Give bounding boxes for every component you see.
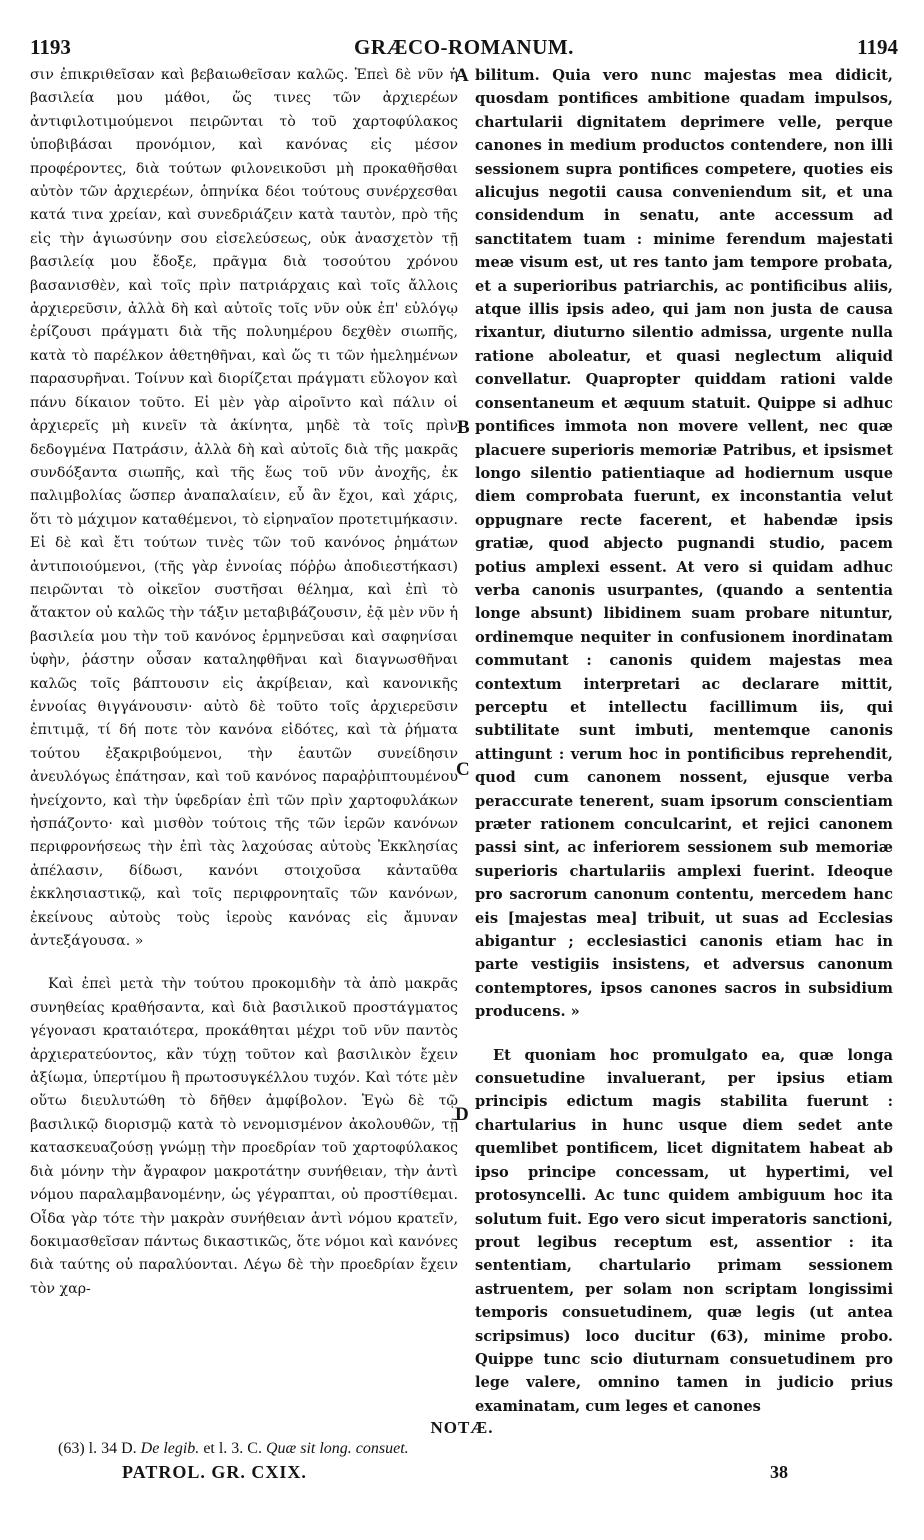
section-marker-d: D: [455, 1104, 469, 1125]
latin-column: [475, 64, 893, 1418]
footnote-63-title-b: Quæ sit long. consuet.: [265, 1440, 409, 1457]
paragraph-gap: [475, 1024, 893, 1044]
section-marker-a: A: [455, 65, 469, 86]
running-title: GRÆCO-ROMANUM.: [354, 35, 574, 59]
page-footer: [122, 1462, 788, 1488]
page-header: [30, 34, 898, 64]
notes-heading: NOTÆ.: [430, 1418, 494, 1437]
greek-paragraph-2: Καὶ ἐπεὶ μετὰ τὴν τούτου προκομιδὴν τὰ ἀπὸ μακρᾶς συνηθείας κραθήσαντα, καὶ διὰ βασιλικοῦ προστάγματος γέγονασι κραταιότερα, προκάθηται μέχρι τοῦ νῦν παντὸς ἀρχιερατεύοντος, κἂν τύχῃ τοῦτον καὶ βασιλικὸν ἔχειν ἀξίωμα, ὑπερτίμου ἢ πρωτοσυγκέλλου τυχόν. Καὶ τότε μὲν οὕτω διευλυτώθη τὸ δῆθεν ἀμφίβολον. Ἐγὼ δὲ τῷ βασιλικῷ διορισμῷ κατὰ τὸ νενομισμένον ἀκολουθῶν, τῇ κατασκευαζούσῃ γνώμῃ τὴν προεδρίαν τοῦ χαρτοφύλακος διὰ μόνην τὴν ἄγραφον μακροτάτην συνήθειαν, τὴν ἀντὶ νόμου παραλαμβανομένην, ὡς γέγραπται, οὐ προστίθεμαι. Οἶδα γὰρ τότε τὴν μακρὰν συνήθειαν ἀντὶ νόμου κρατεῖν, δοκιμασθεῖσαν πάντως δικαστικῶς, ὅτε νόμοι καὶ κανόνες διὰ ταύτης οὐ παραλύονται. Λέγω δὲ τὴν προεδρίαν ἔχειν τὸν χαρ-: [30, 976, 458, 1297]
gathering-number: 38: [770, 1462, 788, 1482]
footnote-63: [58, 1440, 409, 1458]
greek-paragraph-1: σιν ἐπικριθεῖσαν καὶ βεβαιωθεῖσαν καλῶς. Ἐπεὶ δὲ νῦν ἡ βασιλεία μου μάθοι, ὥς τινες τῶν ἀρχιερέων ἀντιφιλοτιμούμενοι πειρῶνται τὸ τοῦ χαρτοφύλακος ὑποβιβάσαι προνόμιον, καὶ κανόνας εἰς μέσον προφέροντες, διὰ τούτων φιλονεικοῦσι μὴ προκαθῆσθαι αὐτὸν τῶν ἀρχιερέων, ὁπηνίκα δέοι τούτους συνέρχεσθαι κατά τινα χρείαν, καὶ συνεδριάζειν κατὰ ταυτὸν, πρὸ τῆς εἰς τὴν ἁγιωσύνην σου εἰσελεύσεως, οὐκ ἀνασχετὸν τῇ βασιλείᾳ μου ἔδοξε, πρᾶγμα διὰ τοσούτου χρόνου βασανισθὲν, καὶ τοῖς πρὶν πατριάρχαις καὶ τοῖς ἄλλοις ἀρχιερεῦσιν, ἀλλὰ δὴ καὶ αὐτοῖς τοῖς νῦν οὐκ ἐπ' εὐλόγῳ ἐρίζουσι πράγματι διὰ τῆς πολυημέρου δεχθὲν σιωπῆς, κατὰ τὸ παρέλκον ἀθετηθῆναι, καὶ ὥς τι τῶν ἠμελημένων παρασυρῆναι. Τοίνυν καὶ διορίζεται πράγματι εὔλογον καὶ πάνυ δίκαιον τοῦτο. Εἰ μὲν γὰρ αἱροῖντο καὶ πάλιν οἱ ἀρχιερεῖς μὴ κινεῖν τὰ ἀκίνητα, μηδὲ τὰ τοῖς πρὶν δεδογμένα Πατράσιν, ἀλλὰ δὴ καὶ αὐτοῖς διὰ τῆς μακρᾶς συνδόξαντα σιωπῆς, καὶ τῆς ἕως τοῦ νῦν ἀνοχῆς, ἐκ παλιμβολίας ὥσπερ ἀναπαλαίειν, εὖ ἂν ἔχοι, καὶ χάρις, ὅτι τὸ μάχιμον καταθέμενοι, τὸ εἰρηναῖον προτετιμήκασιν. Εἰ δὲ καὶ ἔτι τούτων τινὲς τῶν τοῦ κανόνος ῥημάτων ἀντιποιούμενοι, (τῆς γὰρ ἐννοίας πόῤῥω ἀποδιεστήκασι) πειρῶνται τὸ οἰκεῖον συστῆσαι θέλημα, καὶ ἐπὶ τὸ ἄτακτον οὐ καλῶς τὴν τάξιν μεταβιβάζουσιν, ἐᾷ μὲν νῦν ἡ βασιλεία μου τὴν τοῦ κανόνος ἑρμηνεῦσαι καὶ σαφηνίσαι ὑφὴν, ῥάστην οὖσαν καταληφθῆναι καὶ διαγνωσθῆναι καλῶς τοῖς βάπτουσιν εἰς ἀκρίβειαν, καὶ κανονικῆς ἐννοίας θιγγάνουσιν· αὐτὸ δὲ τοῦτο τοῖς ἀρχιερεῦσιν ἐπιτιμᾷ, τί δή ποτε τὸν κανόνα εἰδότες, καὶ τὰ ῥήματα τούτου ἐξακριβούμενοι, τὴν ἑαυτῶν συνείδησιν ἀνευλόγως ἐπάτησαν, καὶ τοῦ κανόνος παραῤῥιπτουμένου ἠνείχοντο, καὶ τὴν ὑφεδρίαν ἐπὶ τῶν πρὶν χαρτοφυλάκων ἠσπάζοντο· καὶ μισθὸν τούτοις τῆς τῶν ἱερῶν κανόνων περιφρονήσεως τὴν ἐπὶ τὰς λαχούσας αὐτοὺς Ἐκκλησίας ἀπέλασιν, δίδωσι, κανόνι στοιχοῦσα κἀνταῦθα ἐκκλησιαστικῷ, καὶ τοῖς περιφρονηταῖς τῶν κανόνων, ἐκείνους αὐτοὺς τοὺς ἱεροὺς κανόνας εἰς ἄμυναν ἀντεξάγουσα. »: [30, 67, 458, 950]
column-number-left: 1193: [30, 35, 71, 59]
latin-paragraph-1: bilitum. Quia vero nunc majestas mea didicit, quosdam pontifices ambitione quadam impulsos, chartularii dignitatem deprimere velle, perque canones in medium productos contendere, non illi sessionem supra pontifices competere, quoties eis alicujus negotii causa conveniendum sit, et una considendum in senatu, ante accessum ad sanctitatem tuam : minime ferendum majestati meæ visum est, ut res tanto jam tempore probata, et a superioribus patriarchis, ac pontificibus aliis, atque illis ipsis adeo, qui jam non justa de causa rixantur, diuturno silentio admissa, urgente nulla ratione aboleatur, et quasi neglectum aliquid convellatur. Quapropter quiddam rationi valde consentaneum et æquum statuit. Quippe si adhuc pontifices immota non movere vellent, nec quæ placuere superioris memoriæ Patribus, et ipsismet longo silentio patientiaque ad hodiernum usque diem comprobata fuerunt, ex inconstantia velut oppugnare recte facerent, et habendæ ipsis gratiæ, quod abjecto pugnandi studio, pacem potius amplexi essent. At vero si quidam adhuc verba canonis usurpantes, (quando a sententia longe absunt) libidinem suam probare nituntur, ordinemque nequiter in confusionem inordinatam commutant : canonis quidem majestas mea contextum interpretari ac declarare mittit, perceptu et intellectu facillimum iis, qui subtilitate sunt imbuti, mentemque canonis attingunt : verum hoc in pontificibus reprehendit, quod cum canonem nossent, ejusque verba peraccurate tenerent, suam ipsorum conscientiam præter rationem conculcarint, et rejici canonem passi sint, ac inferiorem sessionem sub memoriæ superioris chartulariis amplexi fuerint. Ideoque pro sacrorum canonum contentu, mercedem hanc eis [majestas mea] tribuit, ut suas ad Ecclesias abigantur ; ecclesiastici canonis etiam hac in parte vestigiis insistens, et adversus canonum contemptores, ipsos canones sacros in subsidium producens. »: [475, 67, 893, 1021]
footnote-63-ref: (63) l. 34 D.: [58, 1440, 141, 1457]
latin-paragraph-2: Et quoniam hoc promulgato ea, quæ longa consuetudine invaluerant, per ipsius etiam principis edictum magis stabilita fuerunt : chartularius in hunc usque diem sedet ante quemlibet pontificem, licet dignitatem habeat ab ipso principe concessam, ut hypertimi, vel protosyncelli. Ac tunc quidem ambiguum hoc ita solutum fuit. Ego vero sicut imperatoris sanctioni, prout legibus receptum est, assentior : ita sententiam, chartulario primam sessionem astruentem, per solam non scriptam longissimi temporis consuetudinem, quæ legis (ut antea scripsimus) loco ducitur (63), minime probo. Quippe tunc scio diuturnam consuetudinem pro lege valere, omnino tamen in judicio prius examinatam, cum leges et canones: [475, 1046, 893, 1415]
footnote-63-ref-b: et l. 3. C.: [199, 1440, 266, 1457]
footnote-63-title-a: De legib.: [140, 1440, 200, 1457]
section-marker-c: C: [456, 759, 470, 780]
signature-mark: PATROL. GR. CXIX.: [122, 1462, 307, 1482]
section-marker-b: B: [457, 417, 470, 438]
greek-column: [30, 64, 458, 1301]
column-number-right: 1194: [857, 35, 898, 59]
paragraph-gap: [30, 953, 458, 973]
